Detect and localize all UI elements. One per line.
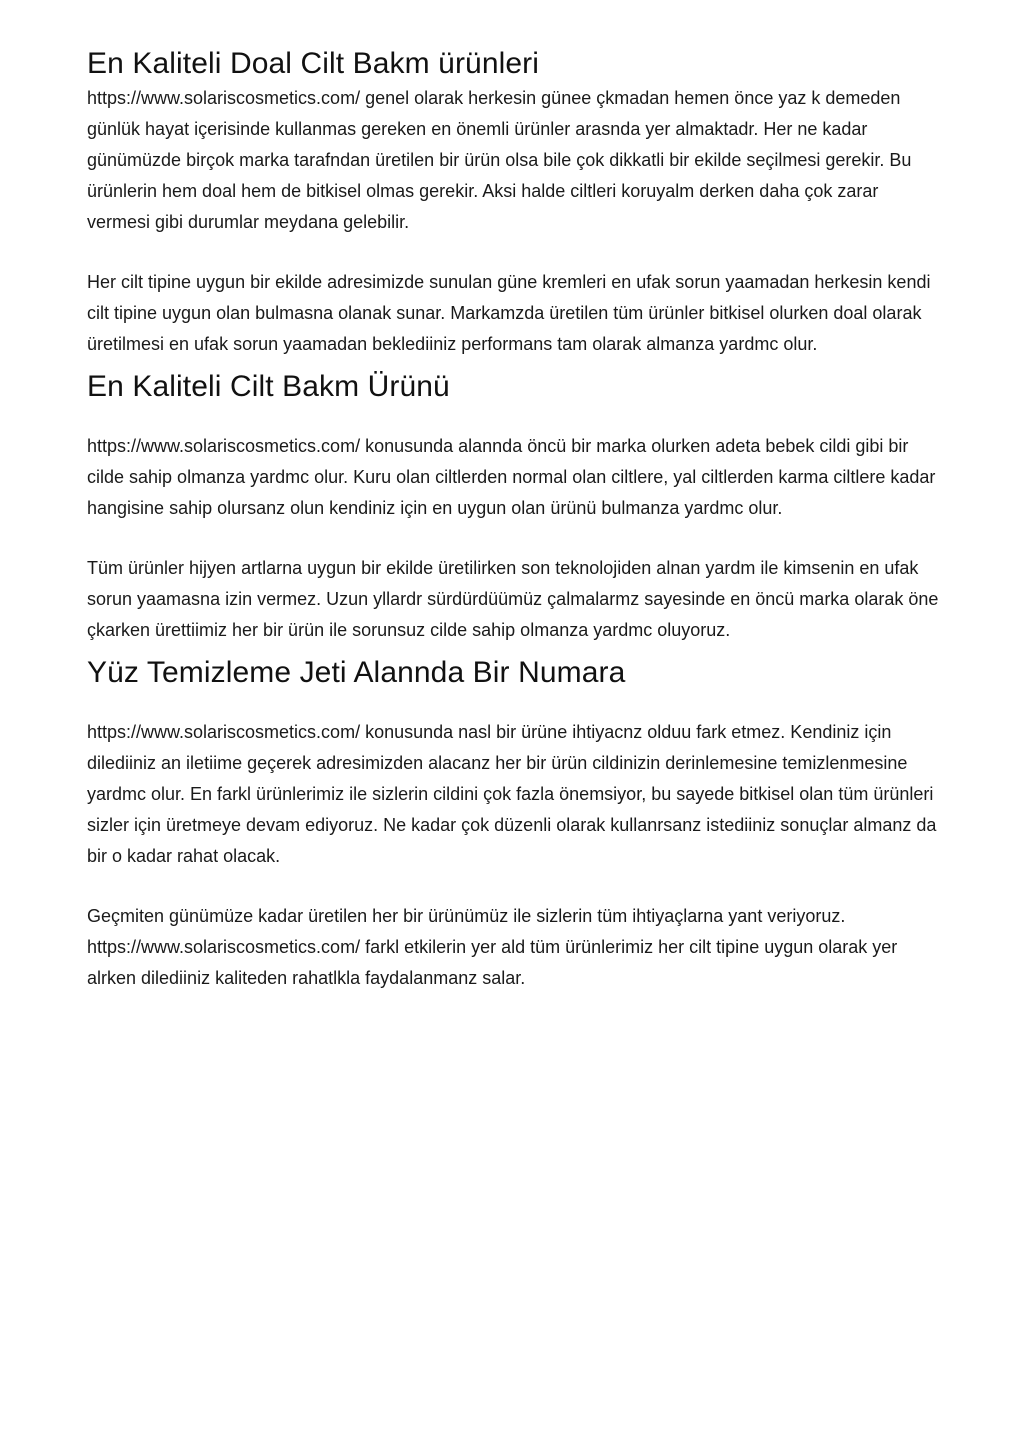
section-heading: Yüz Temizleme Jeti Alannda Bir Numara (87, 656, 626, 689)
section-heading: En Kaliteli Cilt Bakm Ürünü (87, 370, 450, 403)
paragraph: https://www.solariscosmetics.com/ konusunda alannda öncü bir marka olurken adeta bebek cildi gibi bir cilde sahip olmanza yardmc olur. Kuru olan ciltlerden normal olan ciltlere, yal ciltlerden karma ciltlere kadar hangisine sahip olursanz olun kendiniz için en uygun olan ürünü bulmanza yardmc olur. (87, 436, 936, 518)
paragraph: Geçmiten günümüze kadar üretilen her bir ürünümüz ile sizlerin tüm ihtiyaçlarna yant veriyoruz. https://www.solariscosmetics.com/ farkl etkilerin yer ald tüm ürünlerimiz her cilt tipine uygun olarak yer alrken dilediiniz kaliteden rahatlkla faydalanmanz salar. (87, 906, 898, 988)
paragraph: Tüm ürünler hijyen artlarna uygun bir ekilde üretilirken son teknolojiden alnan yardm ile kimsenin en ufak sorun yaamasna izin vermez. Uzun yllardr sürdürdüümüz çalmalarmz sayesinde en öncü marka olarak öne çkarken ürettiimiz her bir ürün ile sorunsuz cilde sahip olmanza yardmc oluyoruz. (87, 558, 939, 640)
section-heading: En Kaliteli Doal Cilt Bakm ürünleri (87, 47, 540, 80)
paragraph: Her cilt tipine uygun bir ekilde adresimizde sunulan güne kremleri en ufak sorun yaamadan herkesin kendi cilt tipine uygun olan bulmasna olanak sunar. Markamzda üretilen tüm ürünler bitkisel olurken doal olarak üretilmesi en ufak sorun yaamadan beklediiniz performans tam olarak almanza yardmc olur. (87, 272, 931, 354)
paragraph: https://www.solariscosmetics.com/ konusunda nasl bir ürüne ihtiyacnz olduu fark etmez. Kendiniz için dilediiniz an iletiime geçerek adresimizden alacanz her bir ürün cildinizin derinlemesine temizlenmesine yardmc olur. En farkl ürünlerimiz ile sizlerin cildini çok fazla önemsiyor, bu sayede bitkisel olan tüm ürünleri sizler için üretmeye devam ediyoruz. Ne kadar çok düzenli olarak kullanrsanz istediiniz sonuçlar almanz da bir o kadar rahat olacak. (87, 722, 937, 866)
paragraph: https://www.solariscosmetics.com/ genel olarak herkesin günee çkmadan hemen önce yaz k demeden günlük hayat içerisinde kullanmas gereken en önemli ürünler arasnda yer almaktadr. Her ne kadar günümüzde birçok marka tarafndan üretilen bir ürün olsa bile çok dikkatli bir ekilde seçilmesi gerekir. Bu ürünlerin hem doal hem de bitkisel olmas gerekir. Aksi halde ciltleri koruyalm derken daha çok zarar vermesi gibi durumlar meydana gelebilir. (87, 88, 912, 232)
document-body (87, 40, 942, 994)
